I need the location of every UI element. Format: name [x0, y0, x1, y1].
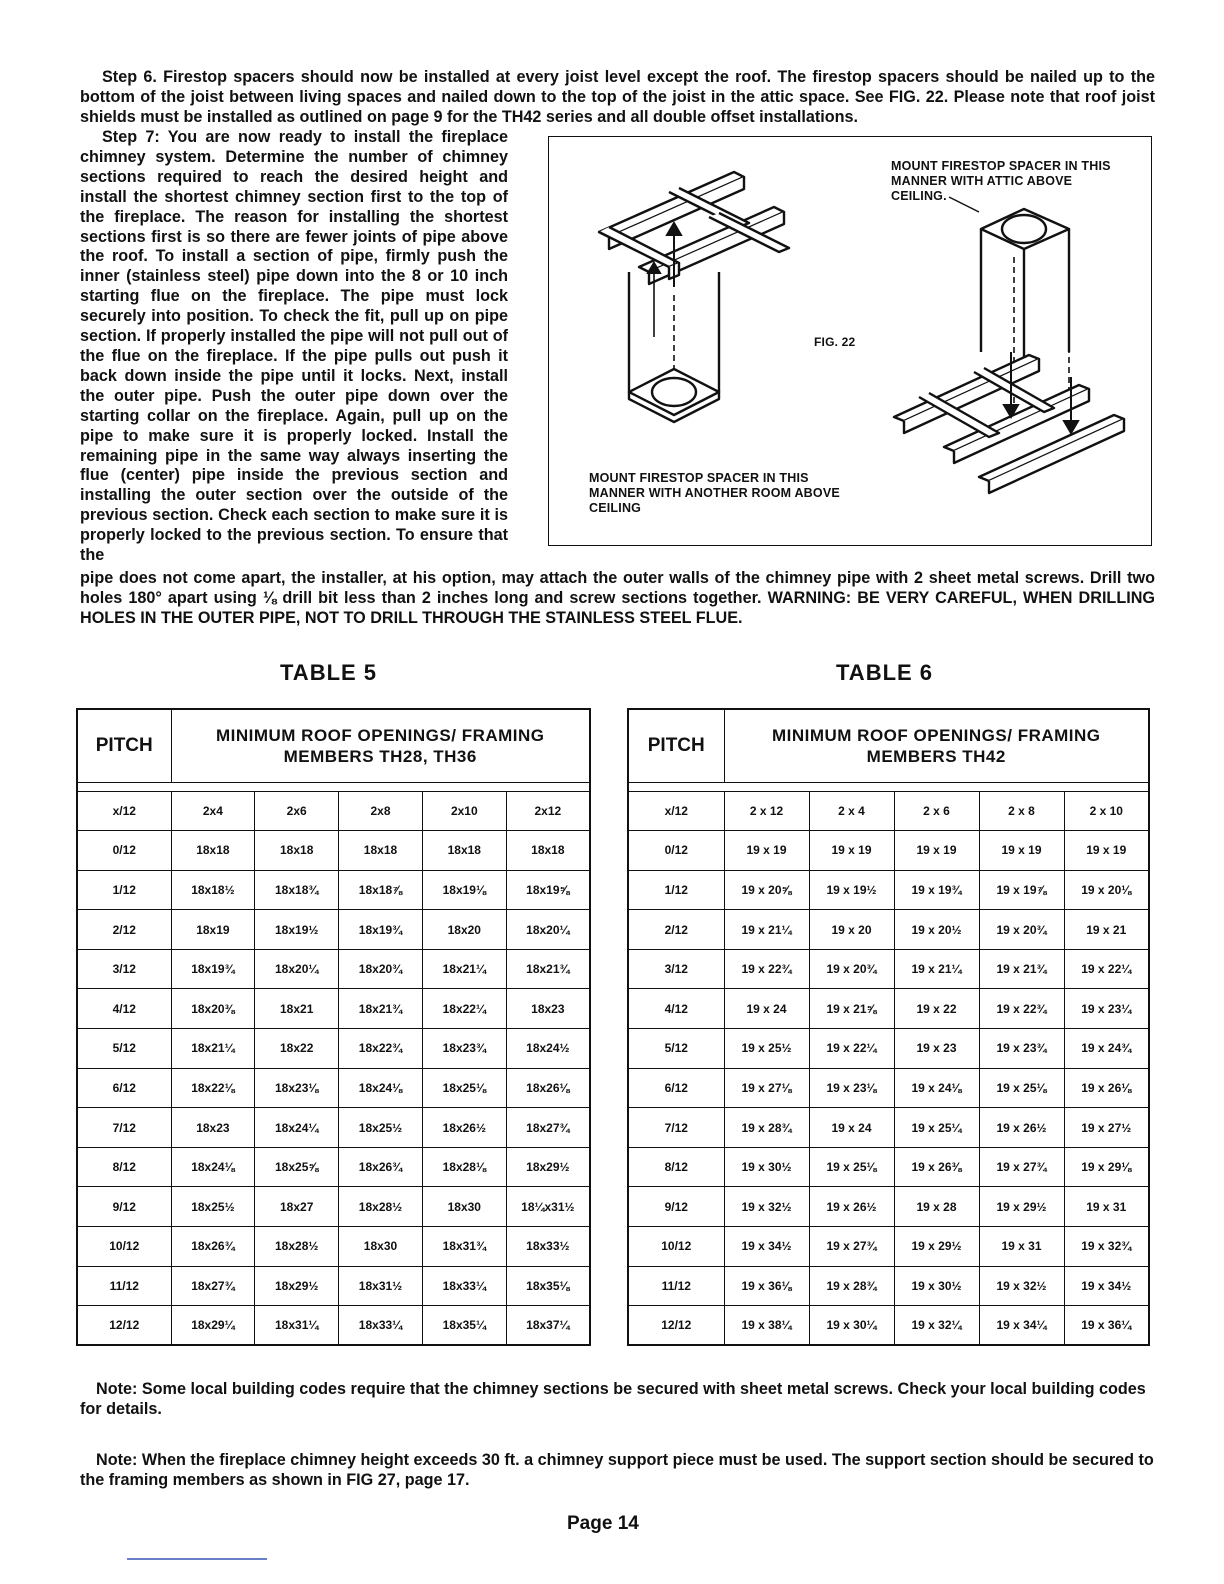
pitch-cell: 9/12	[628, 1187, 724, 1227]
pitch-cell: 1/12	[628, 870, 724, 910]
pitch-cell: x/12	[628, 791, 724, 831]
opening-cell: 18x20⅜	[171, 989, 255, 1029]
opening-cell: 19 x 26½	[979, 1108, 1064, 1148]
step6-paragraph: Step 6. Firestop spacers should now be installed at every joist level except the roof. The firestop spacers should be nailed up to the bottom of the joist between living spaces and nailed down to the top of the joist in the attic space. See FIG. 22. Please note that roof joist shields must be installed as outlined on page 9 for the TH42 series and all double offset installations.	[80, 68, 1155, 126]
opening-cell: 18x18⅞	[339, 870, 423, 910]
opening-cell: 18x23	[506, 989, 590, 1029]
opening-cell: 19 x 31	[979, 1227, 1064, 1267]
opening-cell: 19 x 28¾	[724, 1108, 809, 1148]
table-row	[77, 1187, 590, 1227]
drilling-warning: WARNING: BE VERY CAREFUL, WHEN DRILLING HOLES IN THE OUTER PIPE, NOT TO DRILL THROUGH THE STAINLESS STEEL FLUE.	[80, 588, 1155, 627]
pitch-cell: 7/12	[628, 1108, 724, 1148]
opening-cell: 19 x 20⅝	[724, 870, 809, 910]
table-row	[628, 1147, 1149, 1187]
opening-cell: 18x35⅛	[506, 1266, 590, 1306]
opening-cell: 19 x 36¼	[1064, 1306, 1149, 1346]
opening-cell: 18x25⅝	[255, 1147, 339, 1187]
opening-cell: 19 x 30½	[724, 1147, 809, 1187]
opening-cell: 19 x 26½	[809, 1187, 894, 1227]
table-row	[628, 831, 1149, 871]
opening-cell: 18x18¾	[255, 870, 339, 910]
table6-body	[628, 782, 1149, 1345]
pitch-cell: 11/12	[77, 1266, 171, 1306]
pitch-cell: 12/12	[77, 1306, 171, 1346]
pitch-cell: 3/12	[77, 949, 171, 989]
pitch-cell: 0/12	[628, 831, 724, 871]
opening-cell: 18x18	[171, 831, 255, 871]
table5-title: TABLE 5	[280, 660, 378, 685]
opening-cell: 19 x 19	[894, 831, 979, 871]
opening-cell: 19 x 30½	[894, 1266, 979, 1306]
opening-cell: 18x18	[255, 831, 339, 871]
pitch-cell: 10/12	[77, 1227, 171, 1267]
table-row	[628, 870, 1149, 910]
opening-cell: 19 x 26⅜	[894, 1147, 979, 1187]
opening-cell: 18x26½	[422, 1108, 506, 1148]
pitch-cell: 0/12	[77, 831, 171, 871]
opening-cell: 18x28½	[339, 1187, 423, 1227]
table-row	[628, 1187, 1149, 1227]
opening-cell: 18x26⅛	[506, 1068, 590, 1108]
pitch-cell: 4/12	[628, 989, 724, 1029]
step7-paragraph: Step 7: You are now ready to install the fireplace chimney system. Determine the number of chimney sections required to reach the desired height and install the shortest chimney section first to the top of the fireplace. The reason for installing the shortest sections first is so there are fewer joints of pipe above the roof. To install a section of pipe, firmly push the inner (stainless steel) pipe down into the 8 or 10 inch starting flue on the fireplace. The pipe must lock securely into position. To check the fit, pull up on pipe section. If properly installed the pipe will not pull out of the flue on the fireplace. If the pipe pulls out push it back down inside the pipe until it locks. Next, install the outer pipe. Push the outer pipe down over the starting collar on the fireplace. Again, pull up on the pipe to make sure it is properly locked. Install the remaining pipe in the same way always inserting the flue (center) pipe inside the previous section and installing the outer section over the outside of the previous section. Check each section to make sure it is properly locked to the previous section. To ensure that the	[80, 128, 508, 565]
opening-cell: 19 x 29½	[894, 1227, 979, 1267]
opening-cell: 19 x 19¾	[894, 870, 979, 910]
opening-cell: 19 x 21¾	[979, 949, 1064, 989]
pitch-cell: 9/12	[77, 1187, 171, 1227]
opening-cell: 18x24¼	[255, 1108, 339, 1148]
table-spacer	[77, 782, 590, 791]
opening-cell: 19 x 19	[724, 831, 809, 871]
opening-cell: 18x19⅛	[422, 870, 506, 910]
opening-cell: 19 x 20¾	[979, 910, 1064, 950]
opening-cell: 2 x 6	[894, 791, 979, 831]
table-row	[628, 989, 1149, 1029]
table-row	[628, 1068, 1149, 1108]
opening-cell: 19 x 20¾	[809, 949, 894, 989]
opening-cell: 19 x 21¼	[894, 949, 979, 989]
pitch-cell: 4/12	[77, 989, 171, 1029]
opening-cell: 19 x 28¾	[809, 1266, 894, 1306]
table-row	[77, 1147, 590, 1187]
opening-cell: 18x23⅛	[255, 1068, 339, 1108]
opening-cell: 19 x 28	[894, 1187, 979, 1227]
opening-cell: 19 x 32¼	[894, 1306, 979, 1346]
table-row	[77, 831, 590, 871]
opening-cell: 19 x 25½	[724, 1029, 809, 1069]
opening-cell: 2x12	[506, 791, 590, 831]
pitch-cell: 12/12	[628, 1306, 724, 1346]
opening-cell: 18x24⅛	[339, 1068, 423, 1108]
opening-cell: 18x20¾	[339, 949, 423, 989]
table-row	[628, 1108, 1149, 1148]
opening-cell: 18x20¼	[506, 910, 590, 950]
opening-cell: 18x26¾	[339, 1147, 423, 1187]
opening-cell: 2 x 8	[979, 791, 1064, 831]
opening-cell: 18x29¼	[171, 1306, 255, 1346]
column-header-row	[77, 791, 590, 831]
opening-cell: 2x6	[255, 791, 339, 831]
opening-cell: 18x35¼	[422, 1306, 506, 1346]
opening-cell: 19 x 34½	[724, 1227, 809, 1267]
table-row	[628, 949, 1149, 989]
opening-cell: 18x22¾	[339, 1029, 423, 1069]
opening-cell: 2x10	[422, 791, 506, 831]
table6-group-header: MINIMUM ROOF OPENINGS/ FRAMING MEMBERS TH42	[724, 709, 1149, 782]
pitch-cell: 3/12	[628, 949, 724, 989]
opening-cell: 19 x 24¾	[1064, 1029, 1149, 1069]
opening-cell: 18x25⅛	[422, 1068, 506, 1108]
table6-title: TABLE 6	[836, 660, 934, 685]
opening-cell: 19 x 29⅛	[1064, 1147, 1149, 1187]
opening-cell: 19 x 23¾	[979, 1029, 1064, 1069]
opening-cell: 18x23¾	[422, 1029, 506, 1069]
opening-cell: 18x24⅛	[171, 1147, 255, 1187]
opening-cell: 2x4	[171, 791, 255, 831]
opening-cell: 2 x 12	[724, 791, 809, 831]
table-row	[77, 1108, 590, 1148]
pitch-cell: 11/12	[628, 1266, 724, 1306]
pitch-cell: 7/12	[77, 1108, 171, 1148]
pitch-cell: 5/12	[628, 1029, 724, 1069]
table-row	[77, 1029, 590, 1069]
opening-cell: 19 x 38¼	[724, 1306, 809, 1346]
table5-group-header: MINIMUM ROOF OPENINGS/ FRAMING MEMBERS TH28, TH36	[171, 709, 590, 782]
opening-cell: 18x29½	[506, 1147, 590, 1187]
opening-cell: 18x37¼	[506, 1306, 590, 1346]
opening-cell: 18x20	[422, 910, 506, 950]
opening-cell: 19 x 30¼	[809, 1306, 894, 1346]
opening-cell: 19 x 25⅛	[809, 1147, 894, 1187]
opening-cell: 18x19⅝	[506, 870, 590, 910]
opening-cell: 19 x 29½	[979, 1187, 1064, 1227]
table-spacer	[628, 782, 1149, 791]
opening-cell: 18x31½	[339, 1266, 423, 1306]
fig-label-room: MOUNT FIRESTOP SPACER IN THIS MANNER WITH ANOTHER ROOM ABOVE CEILING	[589, 471, 840, 515]
opening-cell: 18x23	[171, 1108, 255, 1148]
fig22-firestop-diagram	[548, 136, 1152, 546]
table-row	[628, 910, 1149, 950]
table-row	[77, 870, 590, 910]
table-row	[77, 989, 590, 1029]
opening-cell: 18x33¼	[422, 1266, 506, 1306]
opening-cell: 19 x 20⅛	[1064, 870, 1149, 910]
opening-cell: 18x30	[339, 1227, 423, 1267]
pitch-cell: 2/12	[628, 910, 724, 950]
table-row	[628, 1227, 1149, 1267]
opening-cell: 18x28⅛	[422, 1147, 506, 1187]
table-row	[77, 1266, 590, 1306]
table6-pitch-header: PITCH	[628, 709, 724, 782]
pitch-cell: 8/12	[77, 1147, 171, 1187]
page-number: Page 14	[567, 1513, 639, 1534]
opening-cell: 2 x 4	[809, 791, 894, 831]
pitch-cell: 10/12	[628, 1227, 724, 1267]
opening-cell: 18x19	[171, 910, 255, 950]
opening-cell: 18x33½	[506, 1227, 590, 1267]
opening-cell: 19 x 34½	[1064, 1266, 1149, 1306]
opening-cell: 19 x 22¼	[1064, 949, 1149, 989]
bottom-rule	[127, 1558, 267, 1560]
opening-cell: 18x22	[255, 1029, 339, 1069]
table6-roof-openings	[627, 708, 1150, 1346]
table-row	[628, 1306, 1149, 1346]
opening-cell: 19 x 22¾	[724, 949, 809, 989]
pitch-cell: 2/12	[77, 910, 171, 950]
table5-body	[77, 782, 590, 1345]
opening-cell: 18x19½	[255, 910, 339, 950]
opening-cell: 19 x 32½	[724, 1187, 809, 1227]
opening-cell: 18x18½	[171, 870, 255, 910]
table5-roof-openings	[76, 708, 591, 1346]
table-row	[628, 1029, 1149, 1069]
opening-cell: 2 x 10	[1064, 791, 1149, 831]
opening-cell: 19 x 21¼	[724, 910, 809, 950]
note-chimney-support: Note: When the fireplace chimney height exceeds 30 ft. a chimney support piece must be used. The support section should be secured to the framing members as shown in FIG 27, page 17.	[80, 1451, 1154, 1489]
opening-cell: 19 x 19½	[809, 870, 894, 910]
opening-cell: 19 x 26⅛	[1064, 1068, 1149, 1108]
opening-cell: 19 x 22¾	[979, 989, 1064, 1029]
opening-cell: 19 x 20	[809, 910, 894, 950]
opening-cell: 18x19¾	[339, 910, 423, 950]
opening-cell: 18x18	[422, 831, 506, 871]
opening-cell: 19 x 36⅛	[724, 1266, 809, 1306]
opening-cell: 19 x 23	[894, 1029, 979, 1069]
pitch-cell: 6/12	[628, 1068, 724, 1108]
opening-cell: 18x25½	[171, 1187, 255, 1227]
opening-cell: 18x20¼	[255, 949, 339, 989]
opening-cell: 19 x 19⅞	[979, 870, 1064, 910]
opening-cell: 19 x 23⅛	[809, 1068, 894, 1108]
opening-cell: 18x22⅛	[171, 1068, 255, 1108]
pitch-cell: 1/12	[77, 870, 171, 910]
opening-cell: 19 x 27½	[1064, 1108, 1149, 1148]
pitch-cell: 8/12	[628, 1147, 724, 1187]
opening-cell: 19 x 24	[724, 989, 809, 1029]
opening-cell: 19 x 31	[1064, 1187, 1149, 1227]
opening-cell: 19 x 21	[1064, 910, 1149, 950]
table-row	[77, 949, 590, 989]
fig-label-attic: MOUNT FIRESTOP SPACER IN THIS MANNER WITH ATTIC ABOVE CEILING.	[891, 159, 1111, 203]
opening-cell: 19 x 20½	[894, 910, 979, 950]
opening-cell: 18x21	[255, 989, 339, 1029]
opening-cell: 18x31¼	[255, 1306, 339, 1346]
opening-cell: 19 x 27⅛	[724, 1068, 809, 1108]
opening-cell: 18x31¾	[422, 1227, 506, 1267]
opening-cell: 19 x 24⅛	[894, 1068, 979, 1108]
opening-cell: 18x25½	[339, 1108, 423, 1148]
opening-cell: 19 x 23¼	[1064, 989, 1149, 1029]
column-header-row	[628, 791, 1149, 831]
pitch-cell: x/12	[77, 791, 171, 831]
table-row	[77, 1068, 590, 1108]
table-row	[77, 910, 590, 950]
opening-cell: 19 x 32¾	[1064, 1227, 1149, 1267]
opening-cell: 19 x 22	[894, 989, 979, 1029]
opening-cell: 18x27	[255, 1187, 339, 1227]
opening-cell: 18x18	[339, 831, 423, 871]
opening-cell: 18x19¾	[171, 949, 255, 989]
figure-number: FIG. 22	[814, 335, 856, 349]
table-row	[628, 1266, 1149, 1306]
opening-cell: 19 x 32½	[979, 1266, 1064, 1306]
opening-cell: 18x22¼	[422, 989, 506, 1029]
opening-cell: 18x21¼	[422, 949, 506, 989]
opening-cell: 18x27¾	[171, 1266, 255, 1306]
opening-cell: 18x24½	[506, 1029, 590, 1069]
opening-cell: 19 x 22¼	[809, 1029, 894, 1069]
opening-cell: 19 x 27¾	[809, 1227, 894, 1267]
opening-cell: 19 x 19	[809, 831, 894, 871]
opening-cell: 18x18	[506, 831, 590, 871]
pitch-cell: 5/12	[77, 1029, 171, 1069]
pitch-cell: 6/12	[77, 1068, 171, 1108]
opening-cell: 18x33¼	[339, 1306, 423, 1346]
note-sheet-metal-screws: Note: Some local building codes require that the chimney sections be secured with sheet metal screws. Check your local building codes for details.	[80, 1380, 1146, 1418]
opening-cell: 18x29½	[255, 1266, 339, 1306]
table-row	[77, 1227, 590, 1267]
opening-cell: 2x8	[339, 791, 423, 831]
opening-cell: 18¼x31½	[506, 1187, 590, 1227]
opening-cell: 19 x 25⅛	[979, 1068, 1064, 1108]
opening-cell: 18x30	[422, 1187, 506, 1227]
opening-cell: 18x26¾	[171, 1227, 255, 1267]
table-row	[77, 1306, 590, 1346]
opening-cell: 19 x 27¾	[979, 1147, 1064, 1187]
opening-cell: 19 x 24	[809, 1108, 894, 1148]
opening-cell: 19 x 19	[979, 831, 1064, 871]
opening-cell: 18x28½	[255, 1227, 339, 1267]
opening-cell: 19 x 21⅝	[809, 989, 894, 1029]
table5-pitch-header: PITCH	[77, 709, 171, 782]
opening-cell: 18x21¾	[506, 949, 590, 989]
opening-cell: 18x21¼	[171, 1029, 255, 1069]
opening-cell: 18x21¾	[339, 989, 423, 1029]
step7-continuation	[80, 569, 1155, 628]
opening-cell: 19 x 19	[1064, 831, 1149, 871]
opening-cell: 18x27¾	[506, 1108, 590, 1148]
step7-tail-text: pipe does not come apart, the installer, at his option, may attach the outer walls of the chimney pipe with 2 sheet metal screws. Drill two holes 180° apart using ⅛ drill bit less than 2 inches long and screw sections together.	[80, 569, 1155, 607]
opening-cell: 19 x 25¼	[894, 1108, 979, 1148]
opening-cell: 19 x 34¼	[979, 1306, 1064, 1346]
